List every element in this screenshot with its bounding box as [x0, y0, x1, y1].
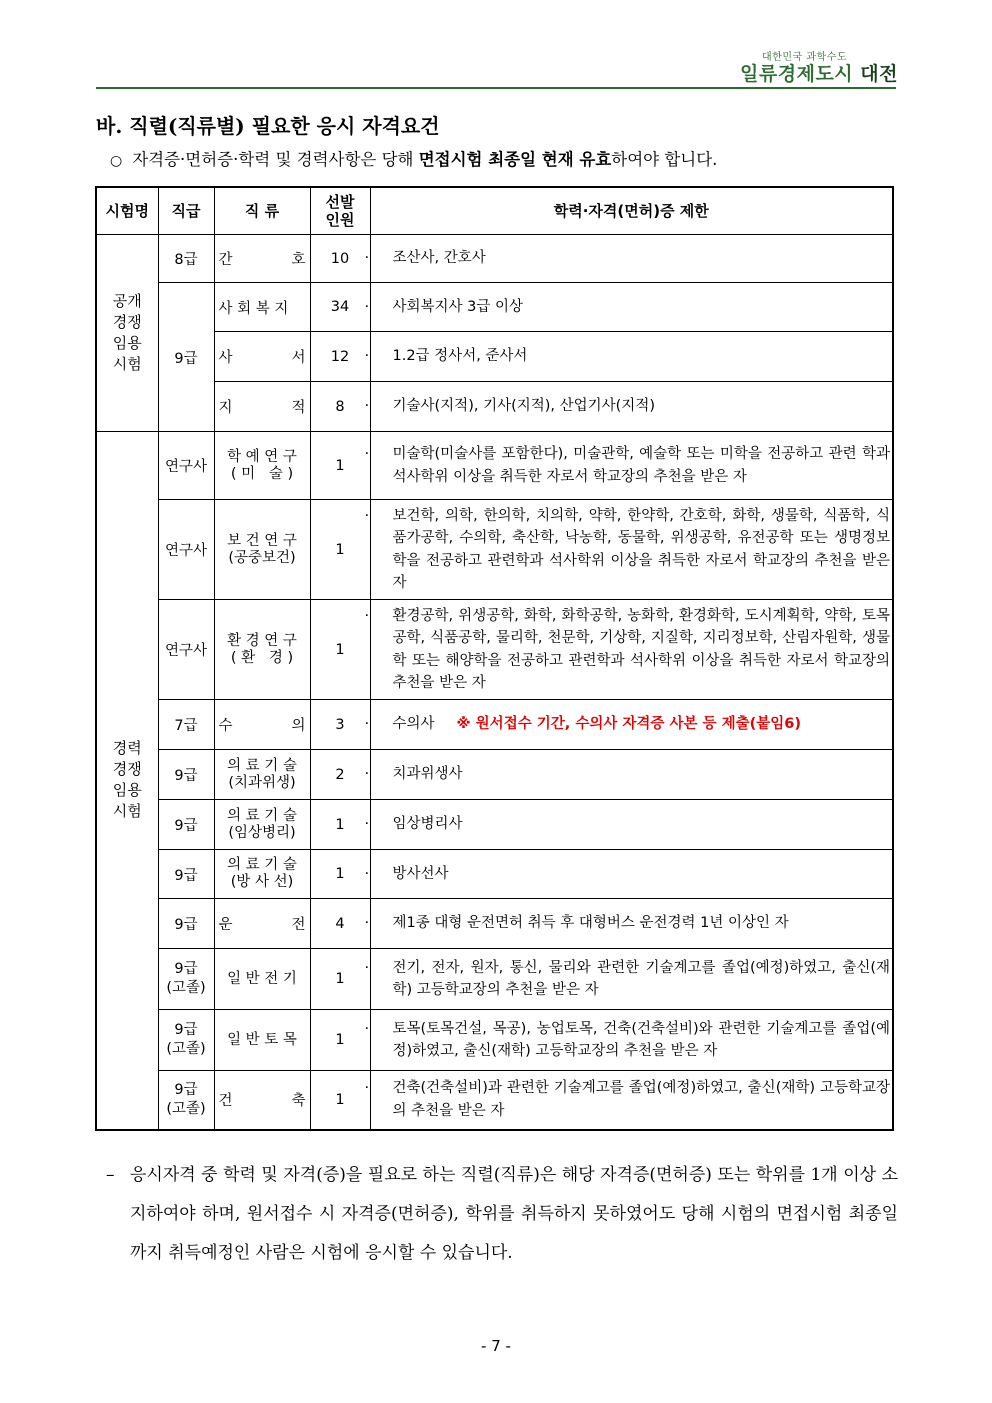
intro-text-before: 자격증·면허증·학력 및 경력사항은 당해 [132, 150, 419, 169]
requirement-cell [364, 600, 893, 700]
table-row [96, 332, 893, 382]
count-cell: 34 [310, 283, 370, 332]
job-cell: 학 예 연 구 ( 미 술 ) [214, 432, 310, 500]
job-part: 축 [291, 1093, 306, 1110]
grade-cell: 연구사 [158, 500, 214, 600]
eligibility-note [106, 1156, 898, 1273]
table-row [96, 899, 893, 949]
requirement-text: 건축(건축설비)과 관련한 기술계고를 졸업(예정)하였고, 출신(재학) 고등학교장의 추천을 받은 자 [392, 1080, 890, 1119]
count-cell: 1 [310, 432, 370, 500]
table-row [96, 235, 893, 283]
job-part: 전 [291, 917, 306, 933]
requirement-cell [364, 700, 893, 750]
job-cell: 보 건 연 구 (공중보건) [214, 500, 310, 600]
job-part: 사 [218, 350, 233, 366]
table-header-row [96, 187, 893, 235]
job-cell [214, 235, 310, 283]
page-number: - 7 - [481, 1337, 511, 1355]
job-part: 운 [218, 917, 233, 933]
requirement-cell [364, 750, 893, 800]
grade-cell: 9급 [158, 850, 214, 899]
bullet: · [364, 915, 370, 932]
bullet: · [364, 250, 370, 267]
count-cell: 1 [310, 600, 370, 700]
count-cell: 1 [310, 1071, 370, 1130]
grade-cell: 연구사 [158, 600, 214, 700]
logo-tagline: 대한민국 과학수도 [762, 52, 847, 63]
requirement-cell [364, 500, 893, 600]
requirement-text: 1.2급 정사서, 준사서 [392, 348, 528, 365]
grade-cell: 9급 (고졸) [158, 1071, 214, 1130]
bullet: · [364, 816, 370, 833]
requirement-cell [364, 899, 893, 949]
count-cell: 1 [310, 949, 370, 1010]
job-part: 건 [218, 1093, 233, 1110]
city-logo [740, 48, 898, 85]
header-job: 직 류 [214, 187, 310, 235]
bullet: · [364, 1020, 370, 1037]
requirement-text: 토목(토목건설, 목공), 농업토목, 건축(건축설비)와 관련한 기술계고를 졸업(예정)하였고, 출신(재학) 고등학교장의 추천을 받은 자 [392, 1020, 890, 1059]
count-cell: 12 [310, 332, 370, 382]
bullet: · [364, 959, 370, 976]
table-row [96, 600, 893, 700]
table-row [96, 750, 893, 800]
requirement-cell [364, 800, 893, 850]
job-part: 사 회 복 지 [218, 300, 289, 317]
grade-cell: 9급 (고졸) [158, 1010, 214, 1071]
job-cell: 의 료 기 술 (임상병리) [214, 800, 310, 850]
intro-bullet: ○ [110, 153, 123, 169]
job-cell [214, 700, 310, 750]
bullet: · [364, 607, 370, 624]
logo-city-text: 대전 [860, 63, 898, 85]
bullet: · [364, 446, 370, 462]
table-row [96, 432, 893, 500]
table-row [96, 1010, 893, 1071]
requirement-text: 수의사 [392, 716, 435, 733]
requirement-cell [364, 283, 893, 332]
table-row [96, 500, 893, 600]
requirement-cell [364, 382, 893, 432]
bullet: · [364, 398, 370, 415]
requirement-text: 치과위생사 [392, 766, 463, 783]
grade-cell: 9급 [158, 283, 214, 432]
requirement-cell [364, 850, 893, 899]
table-row [96, 382, 893, 432]
count-cell: 8 [310, 382, 370, 432]
grade-cell: 7급 [158, 700, 214, 750]
table-row [96, 949, 893, 1010]
requirement-text: 방사선사 [392, 865, 449, 882]
requirement-cell [364, 235, 893, 283]
header-requirement: 학력·자격(면허)증 제한 [370, 187, 893, 235]
requirement-cell [364, 949, 893, 1010]
requirement-text: 임상병리사 [392, 816, 463, 833]
job-cell [214, 899, 310, 949]
job-cell: 일 반 토 목 [214, 1010, 310, 1071]
table-row [96, 700, 893, 750]
requirement-text: 보건학, 의학, 한의학, 치의학, 약학, 한약학, 간호학, 화학, 생물학, 식품학, 식품가공학, 수의학, 축산학, 낙농학, 동물학, 위생공학, 유전공학 또는 생명정보학을 전공하고 관련학과 석사학위 이상을 취득한 자로서 학교장의 추천을 받은 자 [392, 507, 890, 591]
grade-cell: 8급 [158, 235, 214, 283]
header-rule [96, 87, 896, 89]
count-cell: 4 [310, 899, 370, 949]
requirement-text: 조산사, 간호사 [392, 250, 486, 267]
grade-cell: 9급 [158, 899, 214, 949]
grade-cell: 연구사 [158, 432, 214, 500]
header-grade: 직급 [158, 187, 214, 235]
job-cell: 의 료 기 술 (방 사 선) [214, 850, 310, 899]
job-part: 수 [218, 718, 233, 734]
warning-notice: ※ 원서접수 기간, 수의사 자격증 사본 등 제출(붙임6) [456, 716, 801, 733]
bullet: · [364, 1080, 370, 1097]
requirement-cell [364, 1071, 893, 1130]
exam-open-competition: 공개 경쟁 임용 시험 [96, 235, 158, 432]
section-title: 바. 직렬(직류별) 필요한 응시 자격요건 [96, 114, 440, 138]
header-exam: 시험명 [96, 187, 158, 235]
grade-cell: 9급 [158, 750, 214, 800]
requirement-text: 전기, 전자, 원자, 통신, 물리와 관련한 기술계고를 졸업(예정)하였고, 출신(재학) 고등학교장의 추천을 받은 자 [392, 959, 890, 998]
section-intro [110, 146, 717, 170]
job-part: 적 [291, 400, 306, 416]
job-cell [214, 382, 310, 432]
note-text: 응시자격 중 학력 및 자격(증)을 필요로 하는 직렬(직류)은 해당 자격증(면허증) 또는 학위를 1개 이상 소지하여야 하며, 원서접수 시 자격증(면허증), 학위를 취득하지 못하였어도 당해 시험의 면접시험 최종일까지 취득예정인 사람은 시험에 응시할 수 있습니다. [130, 1165, 898, 1263]
table-row [96, 1071, 893, 1130]
note-dash: – [106, 1165, 115, 1185]
requirement-text: 기술사(지적), 기사(지적), 산업기사(지적) [392, 398, 655, 415]
requirement-text: 제1종 대형 운전면허 취득 후 대형버스 운전경력 1년 이상인 자 [392, 915, 789, 932]
job-part: 의 [291, 718, 306, 734]
requirement-cell [364, 1010, 893, 1071]
job-cell [214, 1071, 310, 1130]
job-part: 호 [291, 252, 306, 268]
count-cell: 1 [310, 800, 370, 850]
bullet: · [364, 865, 370, 882]
count-cell: 3 [310, 700, 370, 750]
requirement-text: 사회복지사 3급 이상 [392, 298, 523, 315]
job-cell: 일 반 전 기 [214, 949, 310, 1010]
table-row [96, 850, 893, 899]
intro-text-after: 하여야 합니다. [611, 150, 718, 169]
job-part: 간 [218, 252, 233, 268]
table-row [96, 283, 893, 332]
requirement-cell [364, 432, 893, 500]
job-cell: 의 료 기 술 (치과위생) [214, 750, 310, 800]
intro-emphasis: 면접시험 최종일 현재 유효 [418, 150, 612, 169]
count-cell: 10 [310, 235, 370, 283]
job-part: 서 [291, 350, 306, 366]
count-cell: 1 [310, 1010, 370, 1071]
count-cell: 1 [310, 500, 370, 600]
job-part: 지 [218, 400, 233, 416]
count-cell: 2 [310, 750, 370, 800]
requirement-cell [364, 332, 893, 382]
count-cell: 1 [310, 850, 370, 899]
bullet: · [364, 716, 370, 733]
requirements-table [95, 186, 894, 1131]
header-count: 선발 인원 [310, 187, 370, 235]
bullet: · [364, 348, 370, 365]
job-cell: 환 경 연 구 ( 환 경 ) [214, 600, 310, 700]
job-cell [214, 332, 310, 382]
bullet: · [364, 507, 370, 524]
bullet: · [364, 766, 370, 783]
grade-cell: 9급 (고졸) [158, 949, 214, 1010]
requirement-text: 미술학(미술사를 포함한다), 미술관학, 예술학 또는 미학을 전공하고 관련 학과 석사학위 이상을 취득한 자로서 학교장의 추천을 받은 자 [392, 446, 890, 485]
bullet: · [364, 298, 370, 315]
logo-title [740, 63, 898, 85]
grade-cell: 9급 [158, 800, 214, 850]
requirement-text: 환경공학, 위생공학, 화학, 화학공학, 농화학, 환경화학, 도시계획학, 약학, 토목공학, 식품공학, 물리학, 천문학, 기상학, 지질학, 지리정보학, 산림자원학, 생물학 또는 해양학을 전공하고 관련학과 석사학위 이상을 취득한 자로서 학교장의 추천을 받은 자 [392, 607, 890, 691]
table-row [96, 800, 893, 850]
exam-career-competition: 경력 경쟁 임용 시험 [96, 432, 158, 1130]
job-cell [214, 283, 310, 332]
logo-main-text: 일류경제도시 [740, 63, 854, 85]
